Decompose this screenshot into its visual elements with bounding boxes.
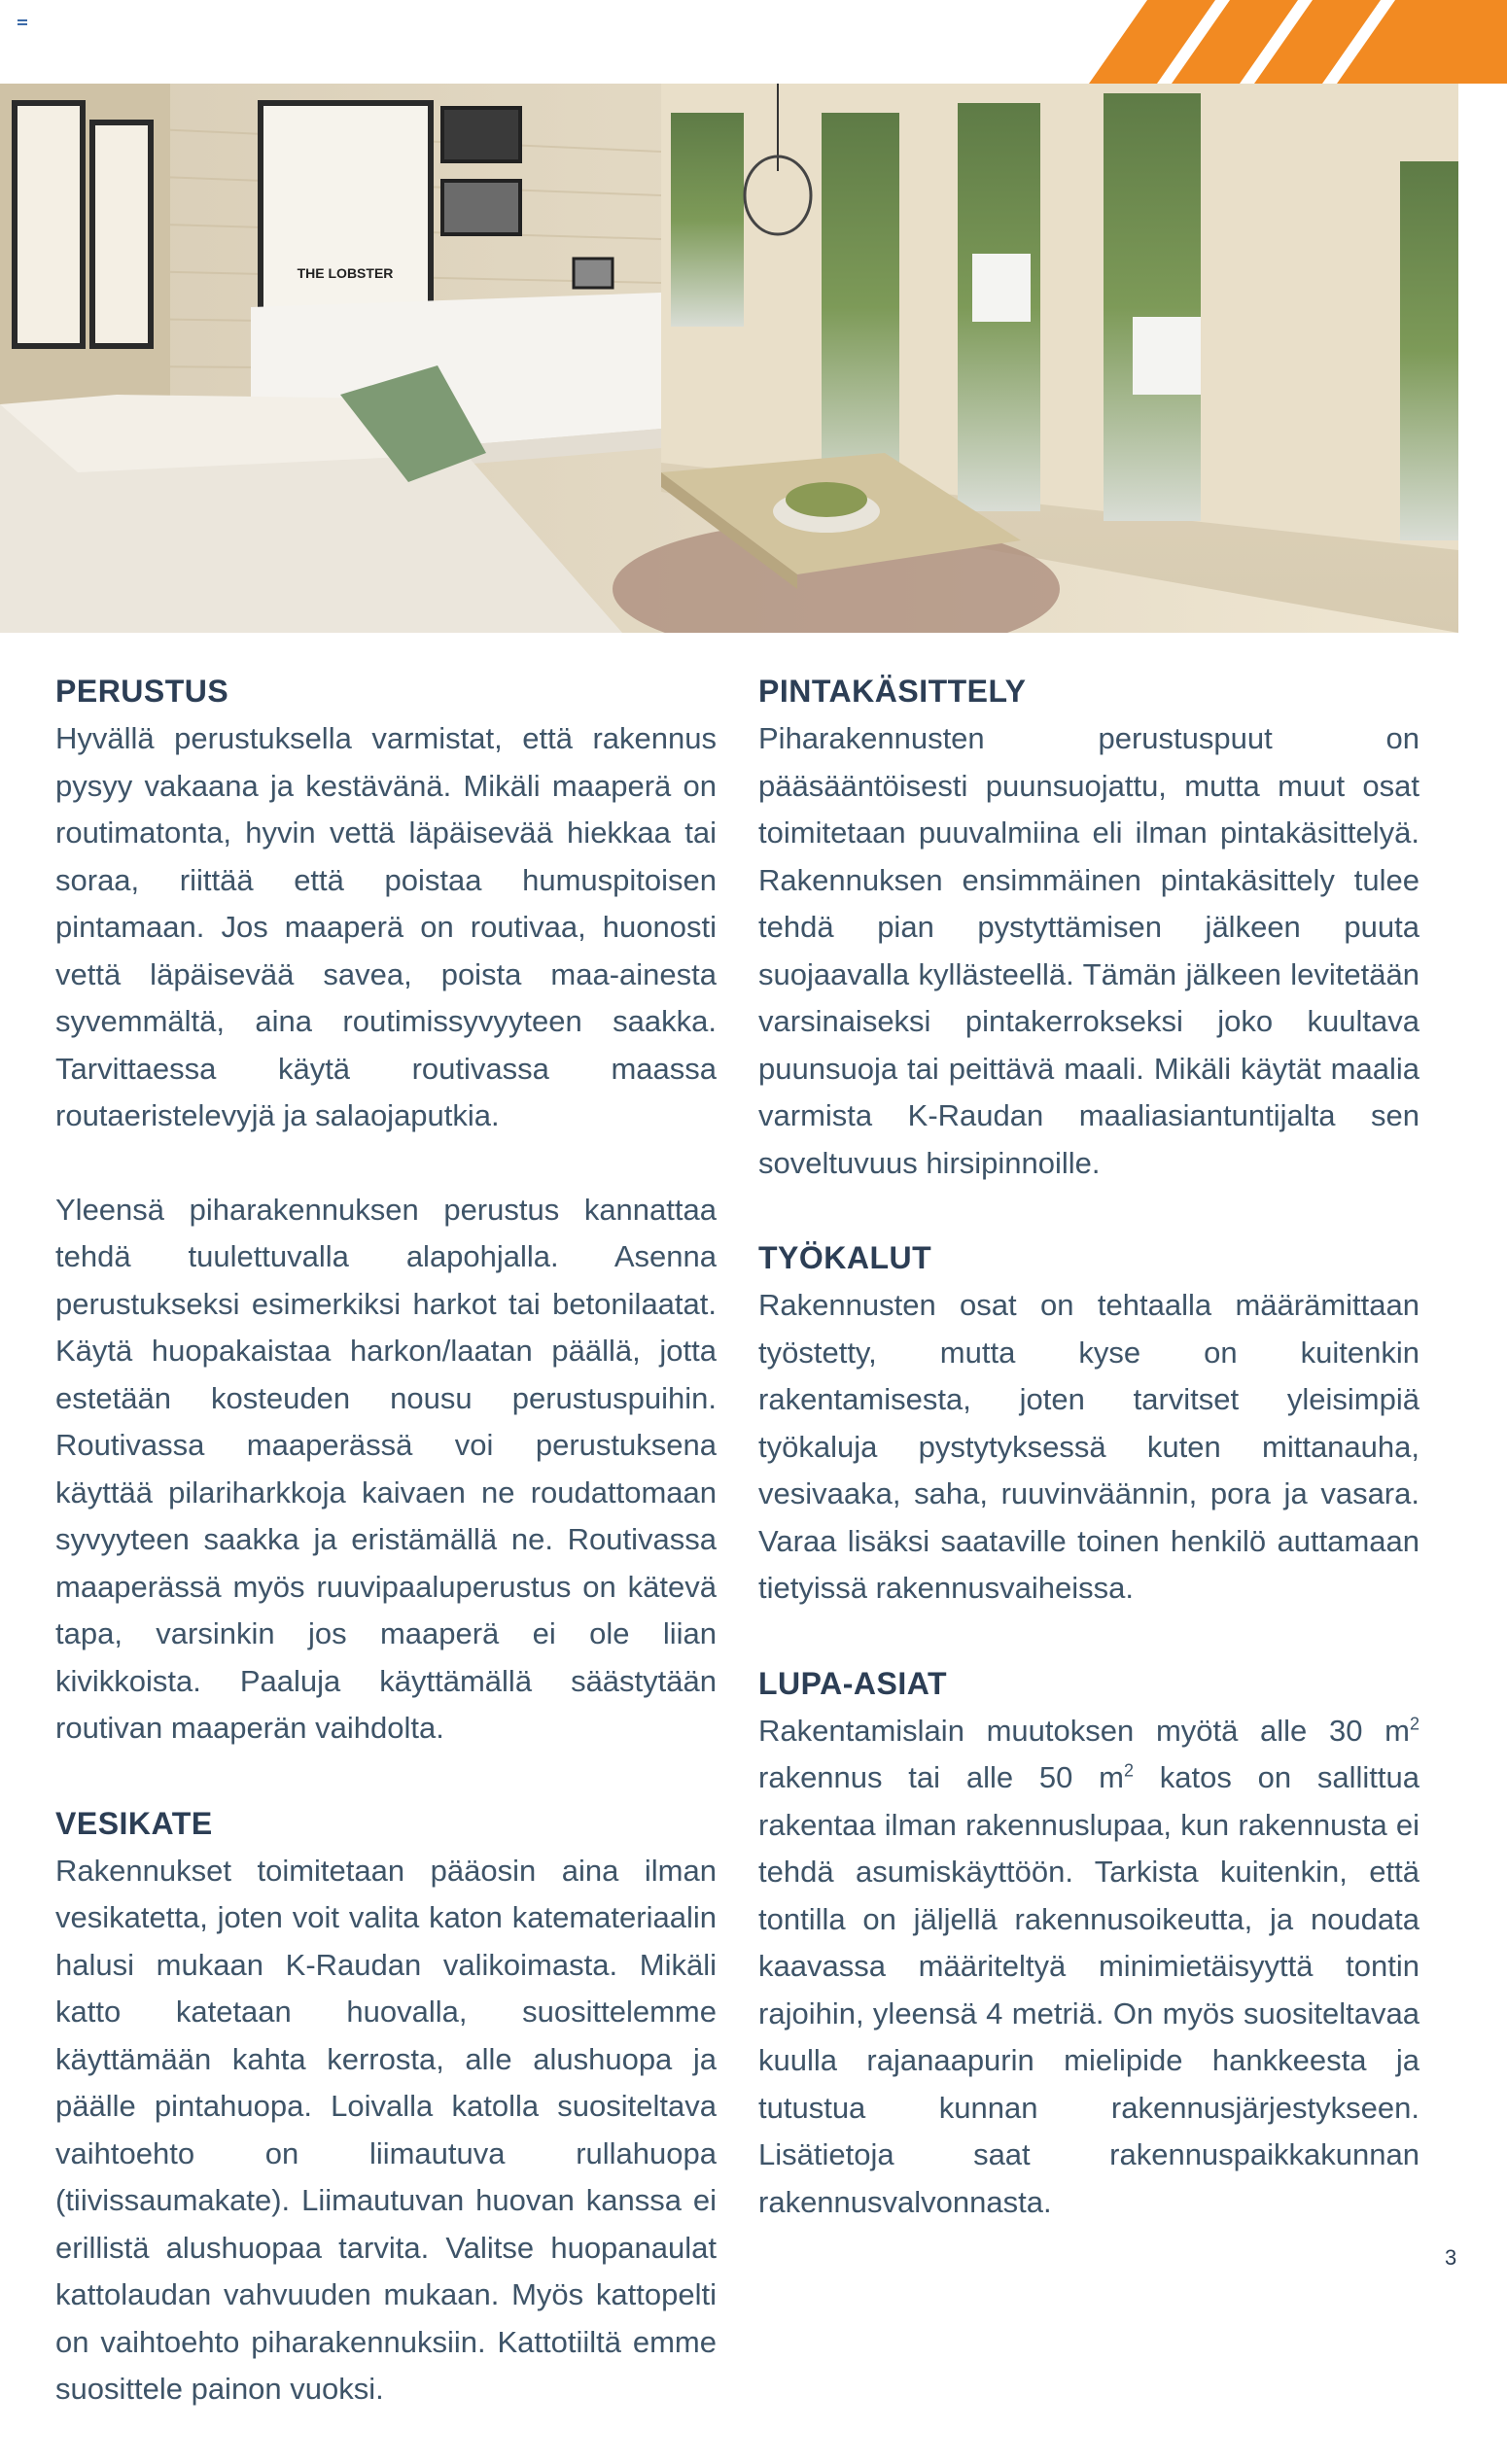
garden-house-interior-photo: [0, 84, 1458, 633]
section-paragraph: Hyvällä perustuksella varmistat, että rakennus pysyy vakaana ja kestävänä. Mikäli maaperä on routimatonta, hyvin vettä läpäisevää hiekkaa tai soraa, riittää että poistaa humuspitoisen pintamaan. Jos maaperä on routivaa, huonosti vettä läpäisevää savea, poista maa-ainesta syvemmältä, aina routimissyvyyteen saakka. Tarvittaessa käytä routivassa maassa routaeristelevyjä ja salaojaputkia.: [55, 721, 717, 1132]
section-paragraph: [758, 1708, 1419, 2227]
section-paragraph: Piharakennusten perustuspuut on pääsääntöisesti puunsuojattu, mutta muut osat toimitetaan puuvalmiina eli ilman pintakäsittelyä. Rakennuksen ensimmäinen pintakäsittely tulee tehdä pian pystyttämisen jälkeen puuta suojaavalla kyllästeellä. Tämän jälkeen levitetään varsinaiseksi pintakerrokseksi joko kuultava puunsuoja tai peittävä maali. Mikäli käytät maalia varmista K-Raudan maaliasiantuntijalta sen soveltuvuus hirsipinnoille.: [758, 721, 1419, 1180]
section-paragraph: Rakennusten osat on tehtaalla määrämittaan työstetty, mutta kyse on kuitenkin rakentamisesta, joten tarvitset yleisimpiä työkaluja pystytyksessä kuten mittanauha, vesivaaka, saha, ruuvinväännin, pora ja vasara. Varaa lisäksi saataville toinen henkilö auttamaan tietyissä rakennusvaiheissa.: [758, 1288, 1419, 1605]
section-heading: PINTAKÄSITTELY: [758, 674, 1027, 709]
section-paragraph: Yleensä piharakennuksen perustus kannattaa tehdä tuulettuvalla alapohjalla. Asenna perustukseksi esimerkiksi harkot tai betonilaatat. Käytä huopakaistaa harkon/laatan päällä, jotta estetään kosteuden nousu perustuspuihin. Routivassa maaperässä voi perustuksena käyttää pilariharkkoja kaivaen ne roudattomaan syvyyteen saakka ja eristämällä ne. Routivassa maaperässä myös ruuvipaaluperustus on kätevä tapa, varsinkin jos maaperä ei ole liian kivikkoista. Paaluja käyttämällä säästytään routivan maaperän vaihdolta.: [55, 1192, 717, 1745]
lupa-text-1: Rakentamislain muutoksen myötä alle 30 m: [758, 1713, 1410, 1748]
left-column: [55, 671, 717, 2464]
section-paragraph: Rakennukset toimitetaan pääosin aina ilman vesikatetta, joten voit valita katon katemateriaalin halusi mukaan K-Raudan valikoimasta. Mikäli katto katetaan huovalla, suosittelemme käyttämään kahta kerrosta, alle alushuopa ja päälle pintahuopa. Loivalla katolla suositeltava vaihtoehto on liimautuva rullahuopa (tiivissaumakate). Liimautuvan huovan kanssa ei erillistä alushuopaa tarvita. Valitse huopanaulat kattolaudan vahvuuden mukaan. Myös kattopelti on vaihtoehto piharakennuksiin. Kattotiiltä emme suosittele painon vuoksi.: [55, 1853, 717, 2406]
superscript-2: 2: [1409, 1714, 1419, 1734]
hamburger-menu-icon[interactable]: [18, 19, 27, 27]
lupa-text-3: katos on sallittua rakentaa ilman rakennuslupaa, kun rakennusta ei tehdä asumiskäyttöön. Tarkista kuitenkin, että tontilla on jäljellä rakennusoikeutta, ja noudata kaavassa määriteltyä minimietäisyyttä tontin rajoihin, yleensä 4 metriä. On myös suositeltavaa kuulla rajanaapurin mielipide hankkeesta ja tutustua kunnan rakennusjärjestykseen. Lisätietoja saat rakennuspaikkakunnan rakennusvalvonnasta.: [758, 1760, 1419, 2219]
section-lupa-asiat: [758, 1663, 1419, 2227]
section-vesikate: [55, 1803, 717, 2413]
orange-stripes-decoration: [1069, 0, 1507, 84]
poster-caption: THE LOBSTER: [297, 265, 394, 281]
superscript-2: 2: [1123, 1760, 1134, 1781]
right-column: [758, 671, 1419, 2276]
section-heading: TYÖKALUT: [758, 1240, 932, 1275]
section-perustus: [55, 671, 717, 1753]
page-number: 3: [1445, 2245, 1457, 2270]
section-heading: VESIKATE: [55, 1805, 213, 1841]
section-heading: LUPA-ASIAT: [758, 1665, 948, 1701]
section-tyokalut: [758, 1237, 1419, 1613]
lupa-text-2: rakennus tai alle 50 m: [758, 1760, 1124, 1794]
section-heading: PERUSTUS: [55, 674, 229, 709]
section-pintakasittely: [758, 671, 1419, 1187]
